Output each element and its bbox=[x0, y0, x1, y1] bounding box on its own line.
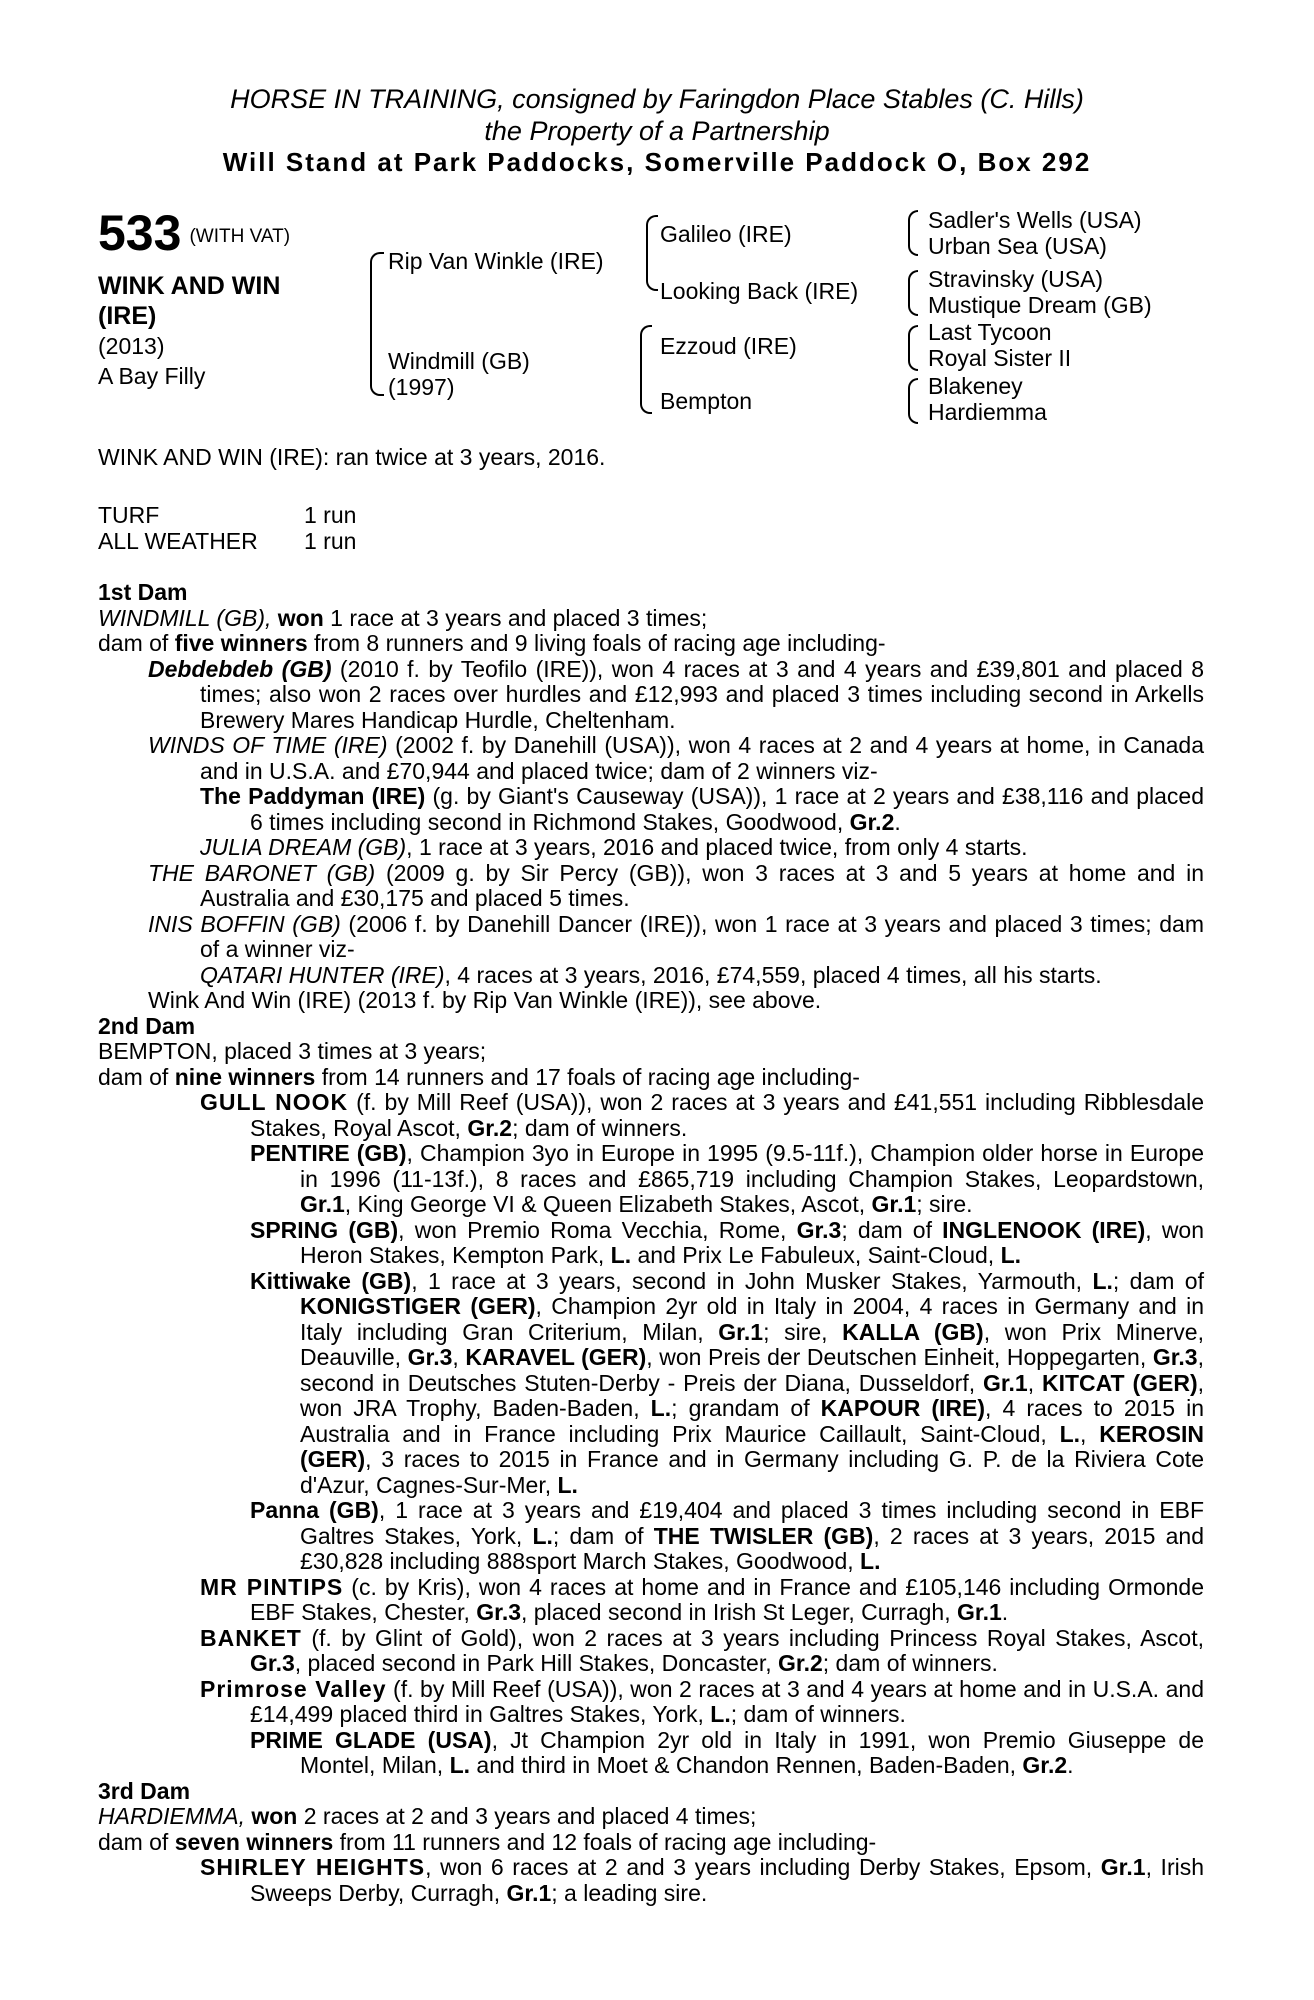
catalogue-body bbox=[98, 580, 1204, 1906]
second-dam-line: BEMPTON, placed 3 times at 3 years; bbox=[98, 1038, 487, 1064]
first-dam-entry-debdebdeb: Debdebdeb (GB) (2010 f. by Teofilo (IRE)), won 4 races at 3 and 4 years and £39,801 and placed 8 times; also won 2 races over hurdles and £12,993 and placed 3 times including second in Arkells Brewery Mares Handicap Hurdle, Cheltenham. bbox=[148, 655, 1204, 733]
third-dam-entry-shirley-heights: SHIRLEY HEIGHTS, won 6 races at 2 and 3 years including Derby Stakes, Epsom, Gr.1, Irish Sweeps Derby, Curragh, Gr.1; a leading sire. bbox=[200, 1854, 1205, 1906]
third-dam-dam-of: dam of seven winners from 11 runners and 12 foals of racing age including- bbox=[98, 1828, 877, 1855]
second-dam-entry-kittiwake: Kittiwake (GB), 1 race at 3 years, second in John Musker Stakes, Yarmouth, L.; dam of KONIGSTIGER (GER), Champion 2yr old in Italy in 2004, 4 races in Germany and in Italy including Gran Criterium, Milan, Gr.1; sire, KALLA (GB), won Prix Minerve, Deauville, Gr.3, KARAVEL (GER), won Preis der Deutschen Einheit, Hoppegarten, Gr.3, second in Deutsches Stuten-Derby - Preis der Diana, Dusseldorf, Gr.1, KITCAT (GER), won JRA Trophy, Baden-Baden, L.; grandam of KAPOUR (IRE), 4 races to 2015 in Australia and in France including Prix Maurice Caillault, Saint-Cloud, L., KEROSIN (GER), 3 races to 2015 in France and in Germany including G. P. de la Riviera Cote d'Azur, Cagnes-Sur-Mer, L. bbox=[250, 1267, 1205, 1498]
first-dam-entry-qatari-hunter: QATARI HUNTER (IRE), 4 races at 3 years, 2016, £74,559, placed 4 times, all his starts. bbox=[200, 961, 1102, 988]
pedigree-sire: Rip Van Winkle (IRE) bbox=[388, 248, 604, 274]
pedigree-sire-dam: Looking Back (IRE) bbox=[660, 278, 859, 304]
third-dam-heading: 3rd Dam bbox=[98, 1777, 191, 1804]
first-dam-line: WINDMILL (GB), won 1 race at 3 years and placed 3 times; bbox=[98, 604, 708, 631]
first-dam-entry-wink-and-win: Wink And Win (IRE) (2013 f. by Rip Van Winkle (IRE)), see above. bbox=[148, 987, 822, 1013]
pedigree-bracket-g3 bbox=[908, 325, 918, 371]
header-location: Will Stand at Park Paddocks, Somerville Paddock O, Box 292 bbox=[222, 147, 1092, 177]
first-dam-entry-julia-dream: JULIA DREAM (GB), 1 race at 3 years, 2016 and placed twice, from only 4 starts. bbox=[200, 834, 1028, 860]
horse-year: (2013) bbox=[98, 332, 165, 359]
horse-name-line1: WINK AND WIN bbox=[98, 271, 281, 300]
third-dam-line: HARDIEMMA, won 2 races at 2 and 3 years and placed 4 times; bbox=[98, 1803, 757, 1829]
race-summary: WINK AND WIN (IRE): ran twice at 3 years, 2016. bbox=[98, 444, 606, 470]
pedigree-bracket-g1 bbox=[908, 210, 918, 256]
header-property: the Property of a Partnership bbox=[484, 116, 830, 146]
second-dam-entry-mr-pintips: MR PINTIPS (c. by Kris), won 4 races at home and in France and £105,146 including Ormonde EBF Stakes, Chester, Gr.3, placed second in Irish St Leger, Curragh, Gr.1. bbox=[200, 1573, 1204, 1625]
second-dam-entry-pentire: PENTIRE (GB), Champion 3yo in Europe in 1995 (9.5-11f.), Champion older horse in Europe in 1996 (11-13f.), 8 races and £865,719 including Champion Stakes, Leopardstown, Gr.1, King George VI & Queen Elizabeth Stakes, Ascot, Gr.1; sire. bbox=[250, 1140, 1204, 1217]
record-turf-label: TURF bbox=[98, 502, 160, 528]
horse-description: A Bay Filly bbox=[98, 362, 206, 389]
second-dam-entry-prime-glade: PRIME GLADE (USA), Jt Champion 2yr old in Italy in 1991, won Premio Giuseppe de Montel, Milan, L. and third in Moet & Chandon Rennen, Baden-Baden, Gr.2. bbox=[250, 1726, 1204, 1778]
header-consignor: HORSE IN TRAINING, consigned by Faringdon Place Stables (C. Hills) bbox=[230, 84, 1084, 114]
lot-vat: (WITH VAT) bbox=[189, 225, 291, 247]
pedigree-g2: Urban Sea (USA) bbox=[928, 233, 1107, 259]
pedigree-g4: Mustique Dream (GB) bbox=[928, 292, 1152, 318]
pedigree-bracket-sire bbox=[646, 215, 658, 291]
second-dam-entry-panna: Panna (GB), 1 race at 3 years and £19,404 and placed 3 times including second in EBF Galtres Stakes, York, L.; dam of THE TWISLER (GB), 2 races at 3 years, 2015 and £30,828 including 888sport March Stakes, Goodwood, L. bbox=[250, 1497, 1204, 1574]
second-dam-entry-gull-nook: GULL NOOK (f. by Mill Reef (USA)), won 2 races at 3 years and £41,551 including Ribblesdale Stakes, Royal Ascot, Gr.2; dam of winners. bbox=[200, 1089, 1204, 1141]
second-dam-entry-spring: SPRING (GB), won Premio Roma Vecchia, Rome, Gr.3; dam of INGLENOOK (IRE), won Heron Stakes, Kempton Park, L. and Prix Le Fabuleux, Saint-Cloud, L. bbox=[250, 1216, 1205, 1268]
second-dam-heading: 2nd Dam bbox=[98, 1012, 196, 1039]
pedigree-bracket-parents bbox=[370, 252, 384, 396]
lot-number-row bbox=[98, 205, 338, 265]
record-turf-row bbox=[98, 502, 356, 528]
first-dam-entry-paddyman: The Paddyman (IRE) (g. by Giant's Causeway (USA)), 1 race at 2 years and £38,116 and placed 6 times including second in Richmond Stakes, Goodwood, Gr.2. bbox=[200, 783, 1204, 835]
race-record bbox=[98, 502, 356, 554]
pedigree-g8: Hardiemma bbox=[928, 399, 1047, 425]
horse-name bbox=[98, 271, 338, 331]
record-aw-row bbox=[98, 528, 356, 554]
pedigree-dam: Windmill (GB) bbox=[388, 348, 530, 374]
pedigree-g1: Sadler's Wells (USA) bbox=[928, 207, 1142, 233]
first-dam-entry-winds-of-time: WINDS OF TIME (IRE) (2002 f. by Danehill (USA)), won 4 races at 2 and 4 years at home, in Canada and in U.S.A. and £70,944 and placed twice; dam of 2 winners viz- bbox=[148, 732, 1205, 784]
second-dam-dam-of: dam of nine winners from 14 runners and 17 foals of racing age including- bbox=[98, 1063, 860, 1090]
second-dam-entry-primrose-valley: Primrose Valley (f. by Mill Reef (USA)), won 2 races at 3 and 4 years at home and in U.S.A. and £14,499 placed third in Galtres Stakes, York, L.; dam of winners. bbox=[200, 1675, 1204, 1727]
record-aw-value: 1 run bbox=[304, 528, 357, 554]
pedigree-g6: Royal Sister II bbox=[928, 345, 1072, 371]
pedigree-sire-sire: Galileo (IRE) bbox=[660, 221, 792, 247]
pedigree-dam-dam: Bempton bbox=[660, 388, 753, 414]
first-dam-entry-baronet: THE BARONET (GB) (2009 g. by Sir Percy (GB)), won 3 races at 3 and 5 years at home and in Australia and £30,175 and placed 5 times. bbox=[148, 859, 1204, 911]
pedigree-dam-year: (1997) bbox=[388, 374, 455, 400]
first-dam-dam-of: dam of five winners from 8 runners and 9 living foals of racing age including- bbox=[98, 630, 886, 656]
pedigree-bracket-g4 bbox=[908, 378, 918, 424]
second-dam-entry-banket: BANKET (f. by Glint of Gold), won 2 races at 3 years including Princess Royal Stakes, Ascot, Gr.3, placed second in Park Hill Stakes, Doncaster, Gr.2; dam of winners. bbox=[200, 1624, 1204, 1676]
pedigree-bracket-g2 bbox=[908, 270, 918, 316]
pedigree-g3: Stravinsky (USA) bbox=[928, 266, 1104, 292]
first-dam-heading: 1st Dam bbox=[98, 579, 188, 605]
horse-name-line2: (IRE) bbox=[98, 301, 157, 330]
pedigree-bracket-dam bbox=[640, 325, 652, 414]
pedigree-g5: Last Tycoon bbox=[928, 319, 1052, 345]
pedigree-dam-sire: Ezzoud (IRE) bbox=[660, 333, 797, 359]
pedigree-g7: Blakeney bbox=[928, 373, 1023, 399]
record-aw-label: ALL WEATHER bbox=[98, 528, 258, 554]
lot-block bbox=[98, 205, 338, 391]
record-turf-value: 1 run bbox=[304, 502, 357, 528]
lot-number: 533 bbox=[98, 205, 182, 261]
first-dam-entry-inis-boffin: INIS BOFFIN (GB) (2006 f. by Danehill Dancer (IRE)), won 1 race at 3 years and placed 3 times; dam of a winner viz- bbox=[148, 910, 1204, 962]
